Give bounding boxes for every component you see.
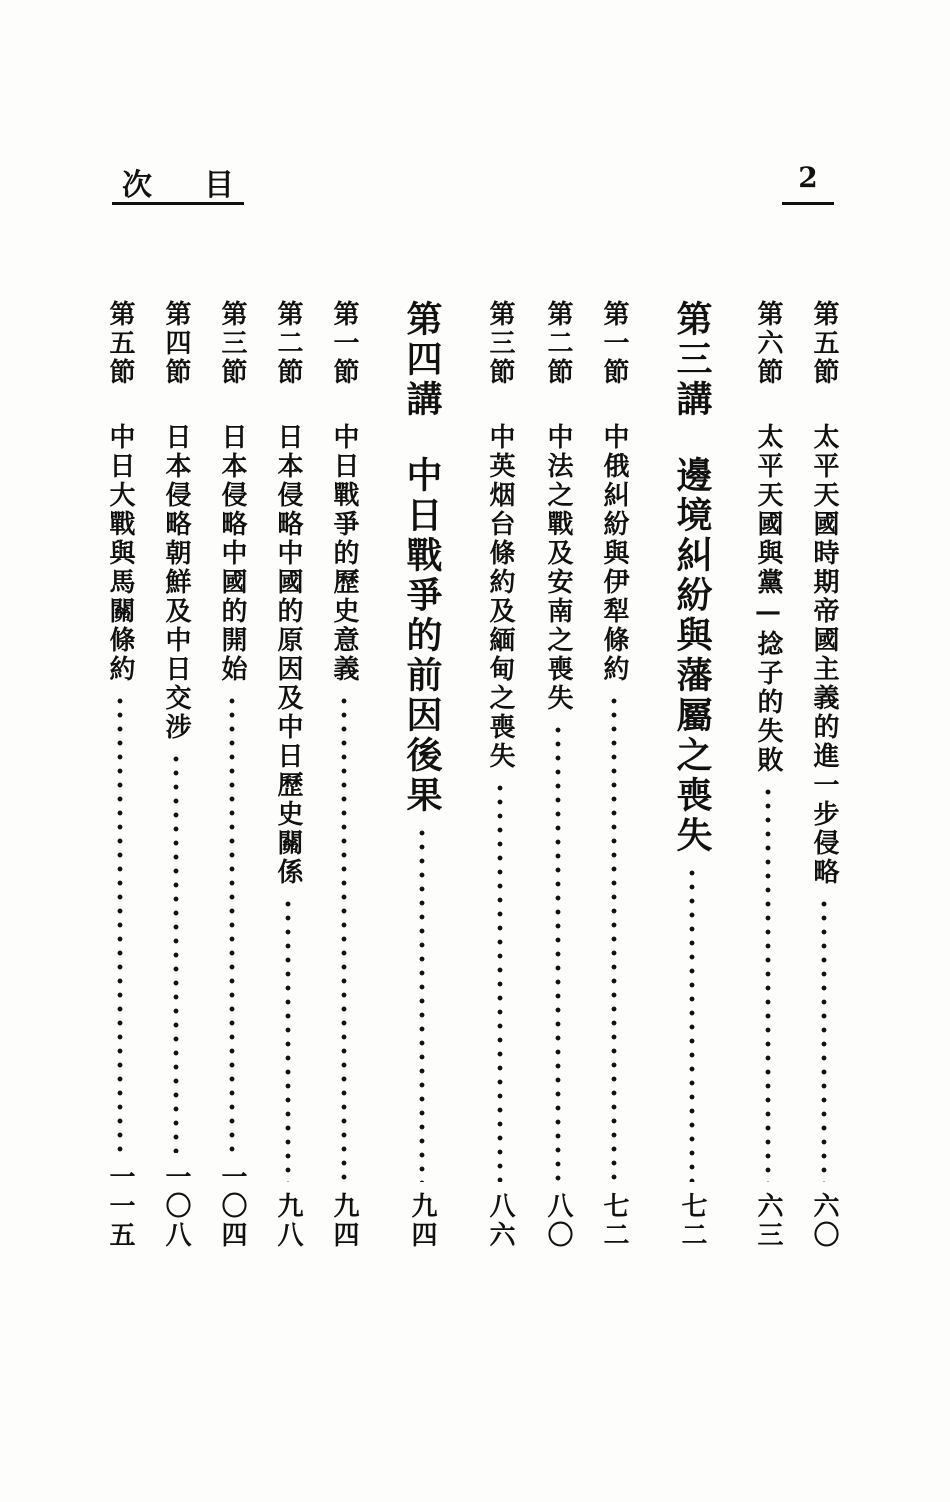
entry-page: 六三	[753, 1192, 783, 1250]
entry-page: 九四	[407, 1192, 437, 1250]
entry-section: 第一節	[329, 300, 359, 387]
toc-entry	[98, 300, 142, 1250]
toc-entry	[802, 300, 846, 1250]
toc-entry	[746, 300, 790, 1250]
entry-section: 第四講	[401, 300, 443, 420]
entry-section: 第一節	[599, 300, 629, 387]
entry-page: 九八	[273, 1192, 303, 1250]
leader-dots	[555, 723, 561, 1182]
entry-title: 邊境糾紛與藩屬之喪失	[671, 456, 713, 856]
leader-dots	[419, 826, 425, 1182]
leader-dots	[611, 694, 617, 1182]
entry-title: 中俄糾紛與伊犁條約	[599, 423, 629, 684]
entry-title: 中日戰爭的歷史意義	[329, 423, 359, 684]
entry-page: 七二	[599, 1192, 629, 1250]
entry-section: 第三節	[485, 300, 515, 387]
entry-page: 一〇四	[217, 1163, 247, 1250]
leader-dots	[341, 694, 347, 1182]
running-header-char: 目	[204, 168, 234, 203]
entry-section: 第二節	[273, 300, 303, 387]
leader-dots	[497, 781, 503, 1182]
toc-entry	[266, 300, 310, 1250]
toc-entry	[536, 300, 580, 1250]
toc-entry	[154, 300, 198, 1250]
toc-entry	[210, 300, 254, 1250]
leader-dots	[173, 752, 179, 1153]
entry-title: 日本侵略中國的原因及中日歷史關係	[273, 423, 303, 887]
entry-title: 中日戰爭的前因後果	[401, 456, 443, 816]
entry-title: 日本侵略朝鮮及中日交涉	[161, 423, 191, 742]
entry-section: 第五節	[105, 300, 135, 387]
toc-entry	[478, 300, 522, 1250]
entry-section: 第三講	[671, 300, 713, 420]
entry-section: 第三節	[217, 300, 247, 387]
entry-page: 一〇八	[161, 1163, 191, 1250]
entry-section: 第六節	[753, 300, 783, 387]
entry-section: 第四節	[161, 300, 191, 387]
entry-section: 第五節	[809, 300, 839, 387]
entry-title: 太平天國時期帝國主義的進一步侵略	[809, 423, 839, 887]
entry-page: 六〇	[809, 1192, 839, 1250]
entry-page: 七二	[677, 1192, 707, 1250]
leader-dots	[229, 694, 235, 1153]
entry-page: 八〇	[543, 1192, 573, 1250]
leader-dots	[117, 694, 123, 1153]
leader-dots	[821, 897, 827, 1182]
entry-page: 一一五	[105, 1163, 135, 1250]
entry-page: 九四	[329, 1192, 359, 1250]
running-header	[112, 158, 244, 205]
leader-dots	[689, 866, 695, 1182]
entry-title: 中法之戰及安南之喪失	[543, 423, 573, 713]
entry-page: 八六	[485, 1192, 515, 1250]
page-number: 2	[782, 158, 834, 205]
toc-entry	[592, 300, 636, 1250]
entry-title: 中英烟台條約及緬甸之喪失	[485, 423, 515, 771]
toc-entry	[670, 300, 714, 1250]
entry-title: 太平天國與黨—捻子的失敗	[753, 423, 783, 775]
leader-dots	[285, 897, 291, 1182]
entry-section: 第二節	[543, 300, 573, 387]
leader-dots	[765, 785, 771, 1182]
entry-title: 中日大戰與馬關條約	[105, 423, 135, 684]
running-header-char: 次	[122, 168, 152, 203]
toc-entry	[400, 300, 444, 1250]
entry-title: 日本侵略中國的開始	[217, 423, 247, 684]
toc-entry	[322, 300, 366, 1250]
